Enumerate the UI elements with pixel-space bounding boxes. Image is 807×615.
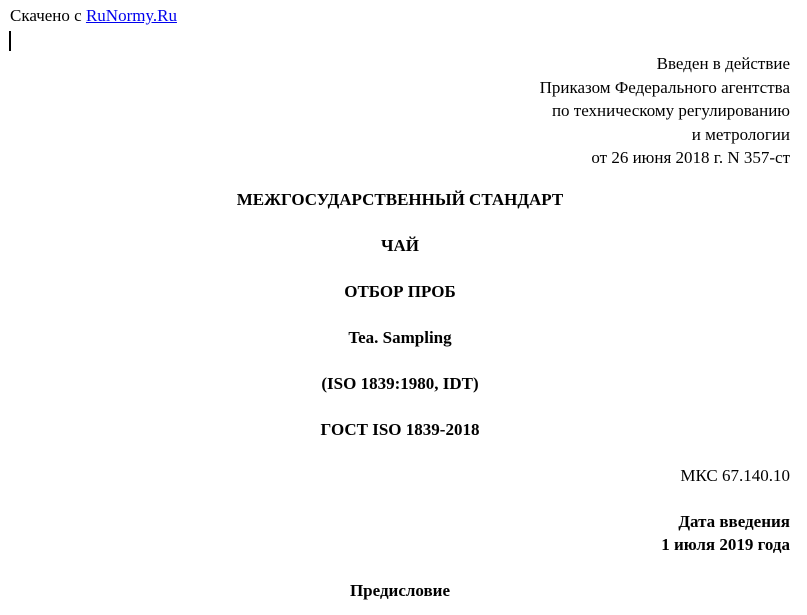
approval-line: Приказом Федерального агентства <box>539 77 790 97</box>
gost-number: ГОСТ ISO 1839-2018 <box>320 420 480 439</box>
download-prefix-text: Скачено с <box>10 6 86 25</box>
source-link[interactable]: RuNormy.Ru <box>85 6 177 25</box>
approval-line: по техническому регулированию <box>551 101 790 120</box>
subject-heading: ЧАЙ <box>381 236 419 255</box>
iso-reference: (ISO 1839:1980, IDT) <box>321 374 479 393</box>
download-source-line <box>10 5 177 27</box>
foreword-heading: Предисловие <box>349 581 451 600</box>
approval-line: и метрологии <box>691 124 790 144</box>
mks-code: МКС 67.140.10 <box>680 466 790 485</box>
standard-type-heading: МЕЖГОСУДАРСТВЕННЫЙ СТАНДАРТ <box>236 190 564 209</box>
approval-block <box>540 52 790 170</box>
topic-heading: ОТБОР ПРОБ <box>344 282 456 301</box>
english-title: Tea. Sampling <box>348 328 452 347</box>
approval-line: от 26 июня 2018 г. N 357-ст <box>591 148 790 167</box>
text-cursor <box>9 31 11 51</box>
effective-date-label: Дата введения <box>678 512 790 531</box>
approval-line: Введен в действие <box>656 54 790 73</box>
effective-date-value: 1 июля 2019 года <box>661 535 790 554</box>
